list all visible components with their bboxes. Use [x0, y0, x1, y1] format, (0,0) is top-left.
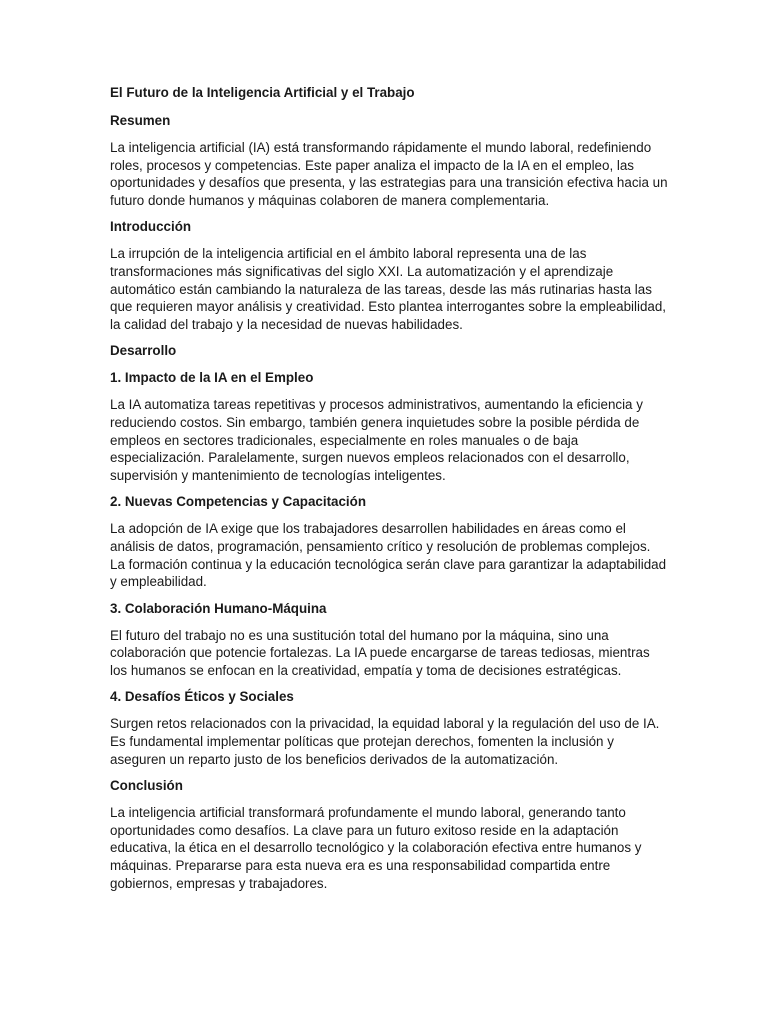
conclusion-heading: Conclusión	[110, 778, 183, 794]
abstract-heading: Resumen	[110, 113, 171, 128]
section-paragraph-collaboration: El futuro del trabajo no es una sustitución total del humano por la máquina, sino una colaboración que potencie fortalezas. La IA puede encargarse de tareas tediosas, mientras los humanos se enfocan en la creatividad, empatía y toma de decisiones estratégicas.	[110, 627, 650, 678]
section-paragraph-competencies: La adopción de IA exige que los trabajadores desarrollen habilidades en áreas como el análisis de datos, programación, pensamiento crítico y resolución de problemas complejos. La formación continua y la educación tecnológica serán clave para garantizar la adaptabilidad y empleabilidad.	[110, 521, 667, 590]
section-heading-collaboration: 3. Colaboración Humano-Máquina	[110, 600, 327, 616]
introduction-heading: Introducción	[110, 219, 192, 235]
development-heading: Desarrollo	[110, 343, 177, 359]
introduction-paragraph: La irrupción de la inteligencia artificial en el ámbito laboral representa una de las transformaciones más significativas del siglo XXI. La automatización y el aprendizaje automático están cambiando la naturaleza de las tareas, desde las más rutinarias hasta las que requieren mayor análisis y creatividad. Esto plantea interrogantes sobre la empleabilidad, la calidad del trabajo y la necesidad de nuevas habilidades.	[110, 246, 667, 332]
section-paragraph-impact: La IA automatiza tareas repetitivas y procesos administrativos, aumentando la eficiencia y reduciendo costos. Sin embargo, también genera inquietudes sobre la posible pérdida de empleos en sectores tradicionales, especialmente en roles manuales o de baja especialización. Paralelamente, surgen nuevos empleos relacionados con el desarrollo, supervisión y mantenimiento de tecnologías inteligentes.	[110, 397, 643, 483]
document-title: El Futuro de la Inteligencia Artificial y el Trabajo	[110, 85, 415, 100]
section-heading-impact: 1. Impacto de la IA en el Empleo	[110, 370, 314, 386]
section-paragraph-ethics: Surgen retos relacionados con la privacidad, la equidad laboral y la regulación del uso de IA. Es fundamental implementar políticas que protejan derechos, fomenten la inclusión y aseguren un reparto justo de los beneficios derivados de la automatización.	[110, 716, 660, 767]
section-heading-ethics: 4. Desafíos Éticos y Sociales	[110, 689, 294, 705]
section-heading-competencies: 2. Nuevas Competencias y Capacitación	[110, 494, 367, 510]
conclusion-paragraph: La inteligencia artificial transformará profundamente el mundo laboral, generando tanto oportunidades como desafíos. La clave para un futuro exitoso reside en la adaptación educativa, la ética en el desarrollo tecnológico y la colaboración efectiva entre humanos y máquinas. Prepararse para esta nueva era es una responsabilidad compartida entre gobiernos, empresas y trabajadores.	[110, 805, 642, 891]
abstract-paragraph: La inteligencia artificial (IA) está transformando rápidamente el mundo laboral, redefiniendo roles, procesos y competencias. Este paper analiza el impacto de la IA en el empleo, las oportunidades y desafíos que presenta, y las estrategias para una transición efectiva hacia un futuro donde humanos y máquinas colaboren de manera complementaria.	[110, 140, 668, 208]
